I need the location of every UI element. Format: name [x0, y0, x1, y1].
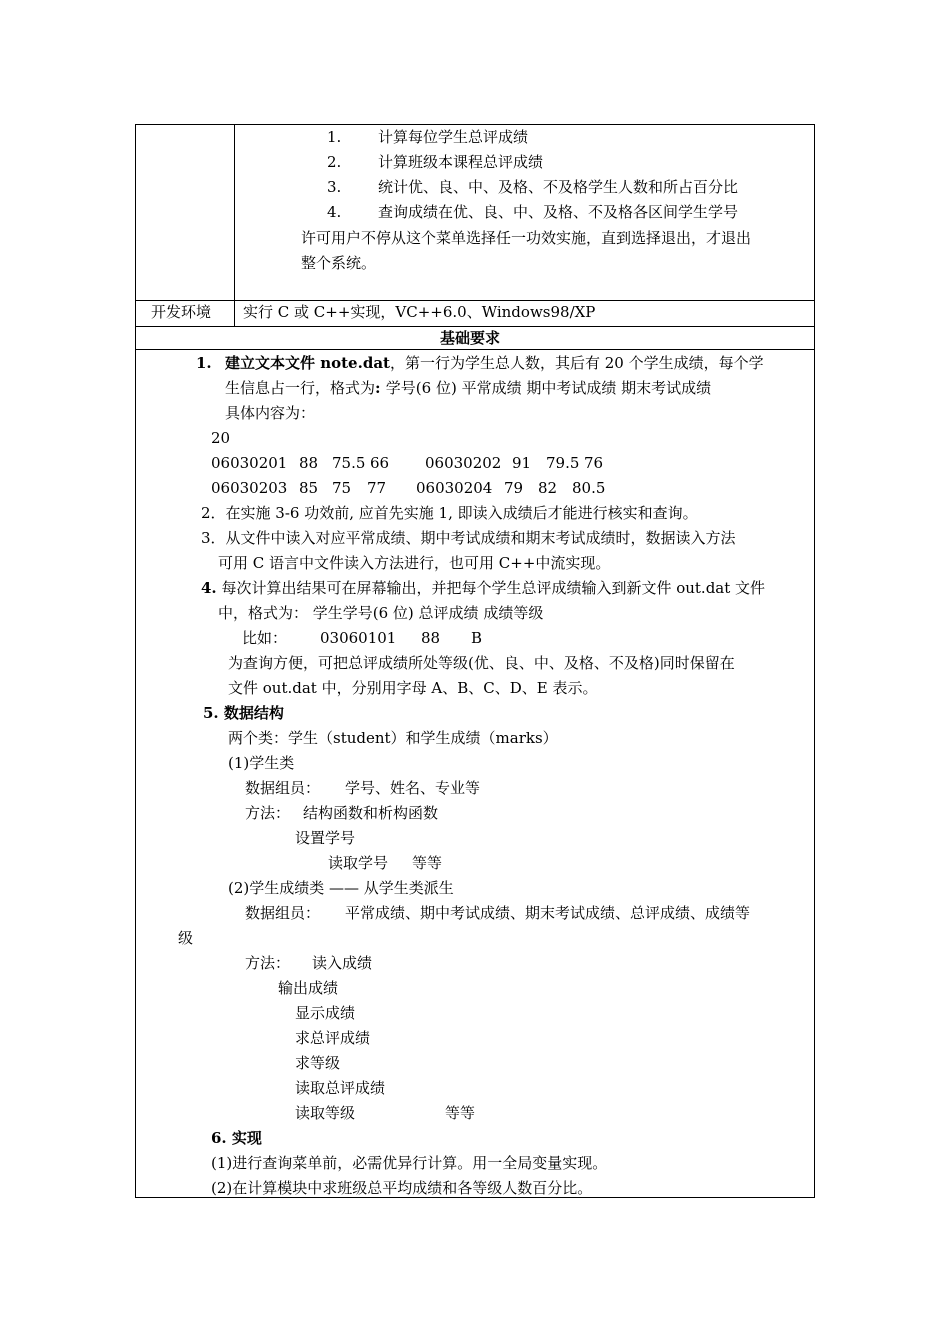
- section-title: 基础要求: [440, 329, 501, 347]
- menu-item-number: 1.: [327, 128, 342, 146]
- req-3: 3．从文件中读入对应平常成绩、期中考试成绩和期末考试成绩时，数据读入方法: [201, 529, 736, 547]
- class-2-members: 平常成绩、期中考试成绩、期末考试成绩、总评成绩、成绩等: [345, 904, 751, 922]
- row-divider: [136, 326, 814, 327]
- req-1-rest: ，第一行为学生总人数，其后有 20 个学生成绩，每个学: [389, 354, 764, 372]
- data-score: 75: [332, 479, 352, 497]
- data-score: 79: [504, 479, 524, 497]
- data-id: 06030203: [211, 479, 288, 497]
- class-2-method: 显示成绩: [295, 1004, 356, 1022]
- class-1-members: 学号、姓名、专业等: [345, 779, 481, 797]
- row-divider: [136, 349, 814, 350]
- class-2-method: 求等级: [295, 1054, 341, 1072]
- req-4-format: 中，格式为： 学生学号(6 位) 总评成绩 成绩等级: [218, 604, 544, 622]
- menu-note: 许可用户不停从这个菜单选择任一功效实施，直到选择退出，才退出: [301, 229, 752, 247]
- req-1-bold: 建立文本文件 note.dat: [225, 354, 390, 372]
- data-score: 75.5: [332, 454, 366, 472]
- menu-item-text: 查询成绩在优、良、中、及格、不及格各区间学生学号: [378, 203, 739, 221]
- class-2-method: 读取总评成绩: [295, 1079, 386, 1097]
- class-1-method: 设置学号: [295, 829, 356, 847]
- example-label: 比如：: [242, 629, 288, 647]
- row-divider: [136, 300, 814, 301]
- req-1-format: [225, 378, 711, 398]
- menu-note: 整个系统。: [301, 254, 377, 272]
- impl-item: (2)在计算模块中求班级总平均成绩和各等级人数百分比。: [211, 1179, 593, 1197]
- menu-item-number: 2.: [327, 153, 342, 171]
- class-2-method: 输出成绩: [278, 979, 339, 997]
- data-score: 79.5: [546, 454, 580, 472]
- data-id: 06030204: [416, 479, 493, 497]
- req-2: 2．在实施 3-6 功效前, 应首先实施 1, 即读入成绩后才能进行核实和查询。: [201, 504, 698, 522]
- req-1-colon: :: [375, 379, 386, 397]
- req-1-format-c: 学号(6 位) 平常成绩 期中考试成绩 期末考试成绩: [385, 379, 712, 397]
- example-id: 03060101: [320, 629, 397, 647]
- student-count: 20: [211, 429, 231, 447]
- menu-item-number: 4.: [327, 203, 342, 221]
- req-1-line: [225, 353, 764, 373]
- impl-item: (1)进行查询菜单前，必需优异行计算。用一全局变量实现。: [211, 1154, 608, 1172]
- req-4-note-wrap: 文件 out.dat 中，分别用字母 A、B、C、D、E 表示。: [228, 679, 598, 697]
- class-2-methods-label: 方法：: [245, 954, 291, 972]
- req-4: [201, 578, 765, 598]
- example-grade: B: [471, 629, 483, 647]
- class-2-method: 读入成绩: [312, 954, 373, 972]
- req-1-format-a: 生信息占一行，格式为: [225, 379, 376, 397]
- env-value: 实行 C 或 C++实现，VC++6.0、Windows98/XP: [243, 303, 596, 321]
- class-2-method: 求总评成绩: [295, 1029, 371, 1047]
- data-id: 06030202: [425, 454, 502, 472]
- ds-intro: 两个类：学生（student）和学生成绩（marks）: [228, 729, 558, 747]
- class-1-title: (1)学生类: [228, 754, 295, 772]
- data-id: 06030201: [211, 454, 288, 472]
- menu-item-text: 统计优、良、中、及格、不及格学生人数和所占百分比: [378, 178, 739, 196]
- class-2-members-label: 数据组员：: [245, 904, 321, 922]
- req-4-note: 为查询方便，可把总评成绩所处等级(优、良、中、及格、不及格)同时保留在: [228, 654, 735, 672]
- menu-item-text: 计算每位学生总评成绩: [378, 128, 529, 146]
- class-1-method: 结构函数和析构函数: [303, 804, 439, 822]
- class-1-methods-label: 方法：: [245, 804, 291, 822]
- data-score: 91: [512, 454, 532, 472]
- data-score: 82: [538, 479, 558, 497]
- class-1-method: 读取学号: [328, 854, 389, 872]
- column-divider: [234, 125, 235, 327]
- req-1-content-label: 具体内容为：: [225, 404, 316, 422]
- req-4-number: 4.: [201, 579, 217, 597]
- menu-item-text: 计算班级本课程总评成绩: [378, 153, 544, 171]
- impl-title: 6. 实现: [211, 1129, 262, 1147]
- ds-title: 5. 数据结构: [203, 704, 284, 722]
- data-score: 66: [370, 454, 390, 472]
- data-score: 77: [367, 479, 387, 497]
- class-2-method: 读取等级: [295, 1104, 356, 1122]
- data-score: 80.5: [572, 479, 606, 497]
- menu-item-number: 3.: [327, 178, 342, 196]
- example-score: 88: [421, 629, 441, 647]
- class-2-method-etc: 等等: [445, 1104, 476, 1122]
- data-score: 85: [299, 479, 319, 497]
- req-4-text: 每次计算出结果可在屏幕输出，并把每个学生总评成绩输入到新文件 out.dat 文件: [216, 579, 766, 597]
- req-3-wrap: 可用 C 语言中文件读入方法进行，也可用 C++中流实现。: [218, 554, 611, 572]
- data-score: 88: [299, 454, 319, 472]
- data-score: 76: [584, 454, 604, 472]
- env-label: 开发环境: [151, 303, 212, 321]
- class-2-title: (2)学生成绩类 —— 从学生类派生: [228, 879, 454, 897]
- class-1-method-etc: 等等: [412, 854, 443, 872]
- req-number: 1.: [196, 354, 212, 372]
- class-1-members-label: 数据组员：: [245, 779, 321, 797]
- class-2-members-wrap: 级: [178, 929, 194, 947]
